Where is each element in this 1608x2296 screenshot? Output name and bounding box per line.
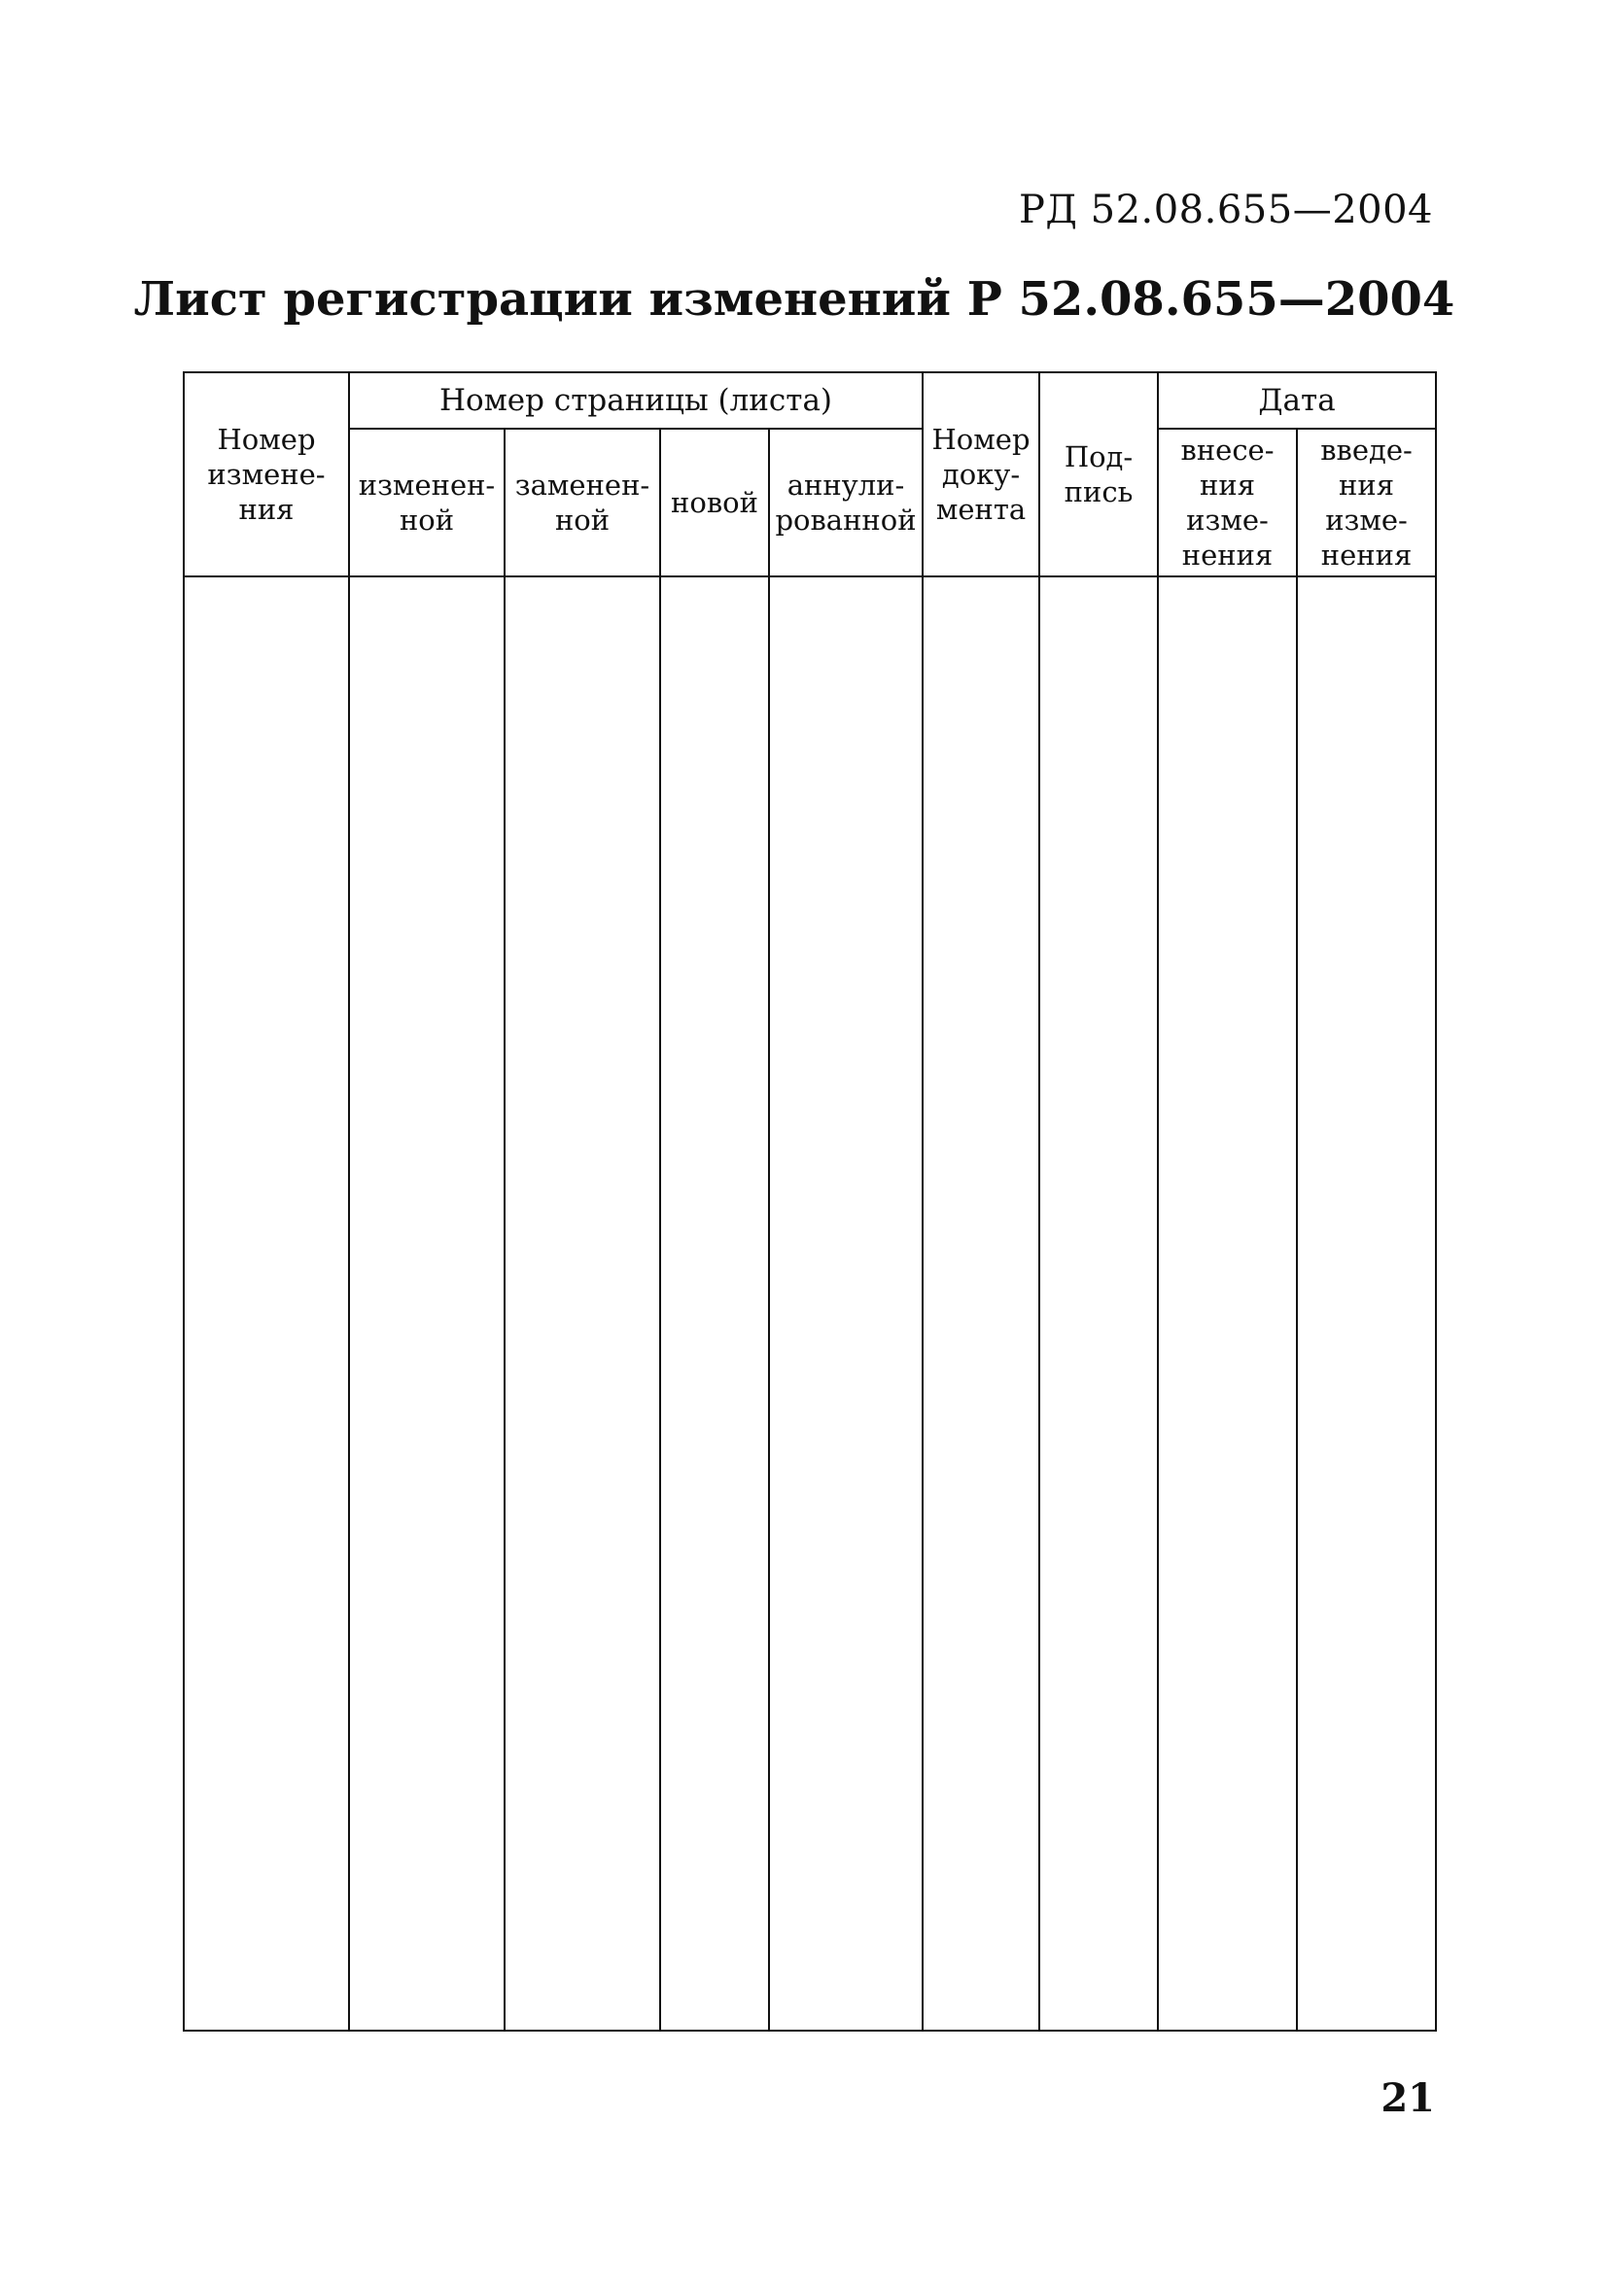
page-number: 21	[1381, 2075, 1435, 2121]
col-change-number-header	[184, 372, 349, 576]
col-date-entry-header	[1158, 429, 1297, 576]
col-new-header	[660, 429, 769, 576]
table-body-row	[184, 576, 1436, 2031]
body-cell-date-introduction	[1297, 576, 1436, 2031]
col-signature-header	[1039, 372, 1158, 576]
col-changed-label: изменен- ной	[358, 469, 496, 537]
col-date-entry-label: внесе- ния изме- нения	[1180, 434, 1275, 572]
body-cell-signature	[1039, 576, 1158, 2031]
col-changed-header	[349, 429, 505, 576]
col-replaced-header	[505, 429, 660, 576]
body-cell-replaced	[505, 576, 660, 2031]
col-annulled-label: аннули- рованной	[775, 469, 917, 537]
col-document-number-header	[923, 372, 1039, 576]
page-number-group-header: Номер страницы (листа)	[349, 372, 923, 429]
change-registration-table	[183, 371, 1437, 2032]
col-signature-label: Под- пись	[1064, 440, 1134, 508]
page-title: Лист регистрации изменений Р 52.08.655—2004	[133, 272, 1455, 327]
body-cell-changed	[349, 576, 505, 2031]
col-replaced-label: заменен- ной	[514, 469, 650, 537]
col-annulled-header	[769, 429, 923, 576]
col-date-introduction-label: введе- ния изме- нения	[1320, 434, 1413, 572]
col-date-introduction-header	[1297, 429, 1436, 576]
col-new-label: новой	[671, 486, 758, 519]
date-group-header: Дата	[1158, 372, 1436, 429]
col-change-number-label: Номер измене- ния	[207, 423, 326, 526]
body-cell-document-number	[923, 576, 1039, 2031]
body-cell-change-number	[184, 576, 349, 2031]
body-cell-new	[660, 576, 769, 2031]
body-cell-annulled	[769, 576, 923, 2031]
body-cell-date-entry	[1158, 576, 1297, 2031]
document-code: РД 52.08.655—2004	[1018, 188, 1433, 232]
header-row-1	[184, 372, 1436, 429]
col-document-number-label: Номер доку- мента	[931, 423, 1031, 526]
header-row-2	[184, 429, 1436, 576]
